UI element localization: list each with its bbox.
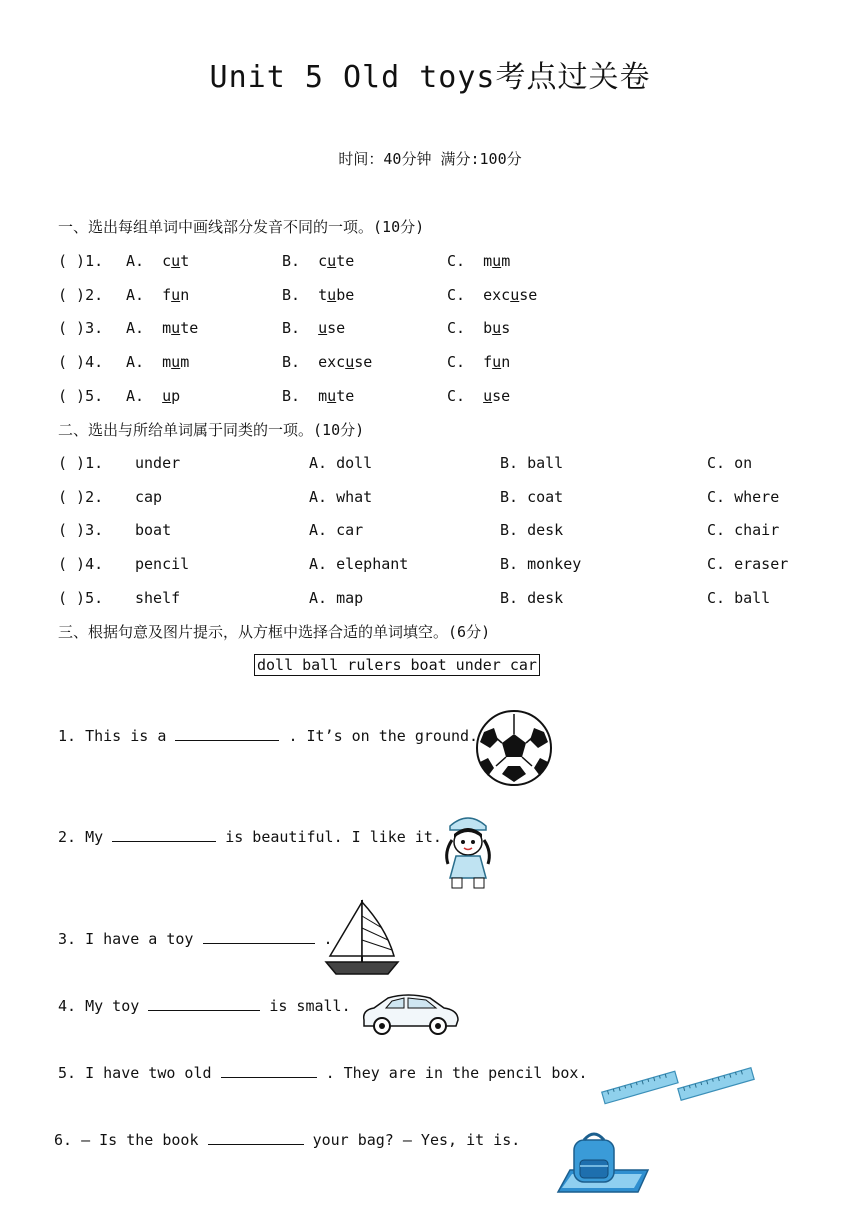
car-icon xyxy=(358,990,462,1036)
given-word: pencil xyxy=(135,555,190,573)
section-2-heading: 二、选出与所给单词属于同类的一项。(10分) xyxy=(58,421,365,439)
fill-in-sentence xyxy=(58,827,442,846)
sentence-end: . xyxy=(323,930,333,948)
question-number: ( )3. xyxy=(58,521,104,539)
option-label: C. xyxy=(447,286,466,304)
option-word-suffix: s xyxy=(501,319,511,337)
sentence-start: 3. I have a toy xyxy=(58,930,194,948)
sentence-end: . It’s on the ground. xyxy=(288,727,479,745)
option-b[interactable]: B. monkey xyxy=(500,555,582,573)
option-c[interactable]: C. chair xyxy=(707,521,780,539)
option-word-prefix: m xyxy=(483,252,493,270)
option-word-prefix: f xyxy=(162,286,172,304)
option-b[interactable]: B. desk xyxy=(500,589,564,607)
option-word-prefix: f xyxy=(483,353,493,371)
option-a[interactable] xyxy=(126,387,180,405)
underlined-letter: u xyxy=(327,252,337,270)
underlined-letter: u xyxy=(492,319,502,337)
underlined-letter: u xyxy=(345,353,355,371)
option-b[interactable] xyxy=(282,286,354,304)
option-word-suffix: n xyxy=(180,286,190,304)
option-word-suffix: se xyxy=(492,387,511,405)
sentence-start: 5. I have two old xyxy=(58,1064,212,1082)
underlined-letter: u xyxy=(162,387,172,405)
option-a[interactable] xyxy=(126,252,189,270)
given-word: under xyxy=(135,454,181,472)
sentence-start: 4. My toy xyxy=(58,997,140,1015)
option-word-prefix: b xyxy=(483,319,493,337)
question-number: ( )1. xyxy=(58,252,104,270)
option-label: A. xyxy=(126,353,145,371)
page-title: Unit 5 Old toys考点过关卷 xyxy=(209,60,651,95)
answer-blank[interactable] xyxy=(148,996,260,1011)
option-b[interactable]: B. desk xyxy=(500,521,564,539)
answer-blank[interactable] xyxy=(208,1130,304,1145)
sentence-end: your bag? — Yes, it is. xyxy=(312,1131,521,1149)
sentence-end: . They are in the pencil box. xyxy=(325,1064,588,1082)
option-c[interactable]: C. ball xyxy=(707,589,771,607)
underlined-letter: u xyxy=(327,286,337,304)
answer-blank[interactable] xyxy=(221,1063,317,1078)
option-a[interactable] xyxy=(126,319,198,337)
doll-icon xyxy=(436,812,500,892)
option-word-suffix: te xyxy=(180,319,199,337)
fill-in-sentence xyxy=(58,726,478,745)
option-word-suffix: be xyxy=(336,286,355,304)
underlined-letter: u xyxy=(171,286,181,304)
question-number: ( )2. xyxy=(58,488,104,506)
option-word-suffix: se xyxy=(327,319,346,337)
option-label: B. xyxy=(282,387,301,405)
word-box: doll ball rulers boat under car xyxy=(254,654,540,676)
option-word-suffix: n xyxy=(501,353,511,371)
given-word: boat xyxy=(135,521,172,539)
schoolbag-icon xyxy=(552,1130,652,1196)
underlined-letter: u xyxy=(171,252,181,270)
option-word-suffix: m xyxy=(501,252,511,270)
option-c[interactable]: C. eraser xyxy=(707,555,789,573)
rulers-icon xyxy=(600,1060,760,1106)
option-word-suffix: p xyxy=(171,387,181,405)
soccer-ball-icon xyxy=(474,710,554,786)
option-c[interactable] xyxy=(447,353,510,371)
option-word-suffix: te xyxy=(336,252,355,270)
sentence-end: is beautiful. I like it. xyxy=(225,828,442,846)
option-label: A. xyxy=(126,387,145,405)
option-b[interactable]: B. coat xyxy=(500,488,564,506)
option-c[interactable] xyxy=(447,387,510,405)
fill-in-sentence xyxy=(58,1063,588,1082)
underlined-letter: u xyxy=(171,319,181,337)
given-word: shelf xyxy=(135,589,181,607)
underlined-letter: u xyxy=(171,353,181,371)
underlined-letter: u xyxy=(510,286,520,304)
option-word-prefix: c xyxy=(318,252,328,270)
underlined-letter: u xyxy=(318,319,328,337)
option-word-prefix: c xyxy=(162,252,172,270)
option-word-suffix: se xyxy=(354,353,373,371)
question-number: ( )3. xyxy=(58,319,104,337)
option-label: B. xyxy=(282,252,301,270)
option-c[interactable] xyxy=(447,286,537,304)
option-label: B. xyxy=(282,353,301,371)
option-label: B. xyxy=(282,286,301,304)
option-a[interactable] xyxy=(126,286,189,304)
option-label: A. xyxy=(126,252,145,270)
option-label: A. xyxy=(126,286,145,304)
option-c[interactable] xyxy=(447,252,510,270)
fill-in-sentence xyxy=(58,996,351,1015)
sentence-start: 6. — Is the book xyxy=(54,1131,199,1149)
option-label: C. xyxy=(447,252,466,270)
option-label: C. xyxy=(447,353,466,371)
option-label: A. xyxy=(126,319,145,337)
question-number: ( )5. xyxy=(58,387,104,405)
option-a[interactable]: A. elephant xyxy=(309,555,409,573)
option-label: B. xyxy=(282,319,301,337)
question-number: ( )4. xyxy=(58,353,104,371)
answer-blank[interactable] xyxy=(175,726,279,741)
answer-blank[interactable] xyxy=(112,827,216,842)
underlined-letter: u xyxy=(492,252,502,270)
option-a[interactable]: A. map xyxy=(309,589,364,607)
option-word-suffix: te xyxy=(336,387,355,405)
option-a[interactable]: A. doll xyxy=(309,454,373,472)
option-b[interactable] xyxy=(282,353,372,371)
fill-in-sentence xyxy=(58,929,333,948)
question-number: ( )1. xyxy=(58,454,104,472)
underlined-letter: u xyxy=(327,387,337,405)
section-1-heading: 一、选出每组单词中画线部分发音不同的一项。(10分) xyxy=(58,218,425,236)
option-a[interactable]: A. car xyxy=(309,521,364,539)
option-c[interactable] xyxy=(447,319,510,337)
question-number: ( )4. xyxy=(58,555,104,573)
option-label: C. xyxy=(447,387,466,405)
underlined-letter: u xyxy=(492,353,502,371)
sentence-start: 1. This is a xyxy=(58,727,167,745)
option-word-prefix: m xyxy=(162,353,172,371)
option-b[interactable]: B. ball xyxy=(500,454,564,472)
sentence-end: is small. xyxy=(269,997,351,1015)
option-label: C. xyxy=(447,319,466,337)
given-word: cap xyxy=(135,488,163,506)
question-number: ( )5. xyxy=(58,589,104,607)
option-word-prefix: t xyxy=(318,286,328,304)
option-word-prefix: exc xyxy=(318,353,346,371)
option-a[interactable]: A. what xyxy=(309,488,373,506)
option-word-suffix: m xyxy=(180,353,190,371)
option-a[interactable] xyxy=(126,353,189,371)
option-c[interactable]: C. on xyxy=(707,454,753,472)
option-word-prefix: exc xyxy=(483,286,511,304)
option-b[interactable] xyxy=(282,252,354,270)
answer-blank[interactable] xyxy=(203,929,315,944)
underlined-letter: u xyxy=(483,387,493,405)
question-number: ( )2. xyxy=(58,286,104,304)
option-word-prefix: m xyxy=(162,319,172,337)
option-word-suffix: se xyxy=(519,286,538,304)
option-word-suffix: t xyxy=(180,252,190,270)
option-b[interactable] xyxy=(282,319,345,337)
exam-meta: 时间：40分钟 满分:100分 xyxy=(338,150,522,168)
option-c[interactable]: C. where xyxy=(707,488,780,506)
option-b[interactable] xyxy=(282,387,354,405)
section-3-heading: 三、根据句意及图片提示，从方框中选择合适的单词填空。(6分) xyxy=(58,623,491,641)
option-word-prefix: m xyxy=(318,387,328,405)
fill-in-sentence xyxy=(54,1130,520,1149)
sentence-start: 2. My xyxy=(58,828,104,846)
sailboat-icon xyxy=(322,898,402,978)
